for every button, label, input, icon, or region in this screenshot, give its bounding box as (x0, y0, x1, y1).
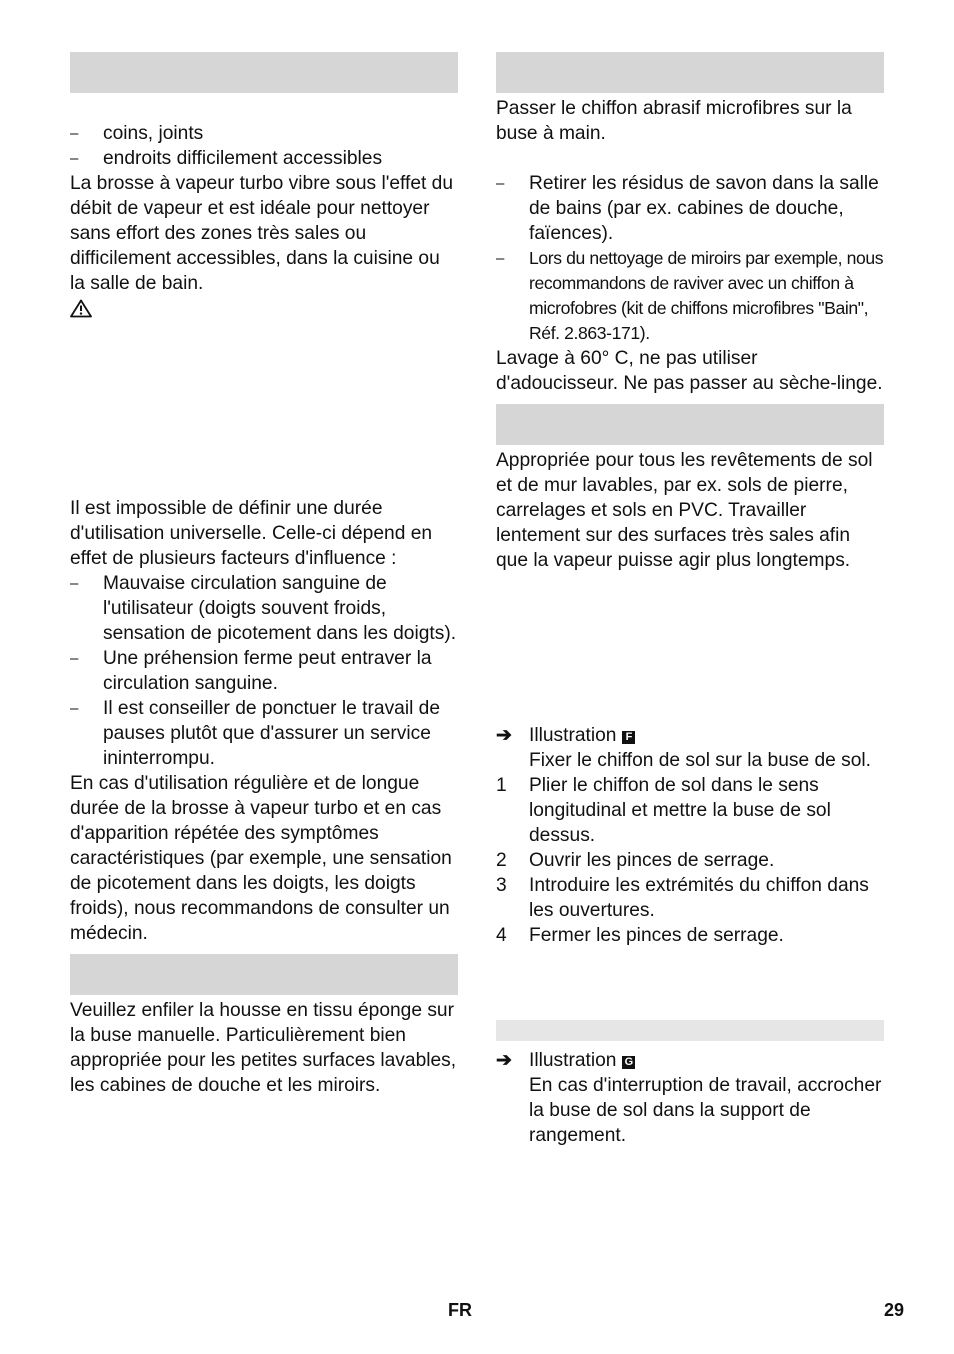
list-item: – endroits difficilement accessibles (70, 146, 458, 171)
section-header-bar (496, 52, 884, 93)
list-item: – Il est conseiller de ponctuer le travail de pauses plutôt que d'assurer un service ininterrompu. (70, 696, 458, 771)
list-item: – Une préhension ferme peut entraver la circulation sanguine. (70, 646, 458, 696)
section-header-bar (70, 52, 458, 93)
paragraph: Lavage à 60° C, ne pas utiliser d'adoucisseur. Ne pas passer au sèche-linge. (496, 348, 883, 394)
illustration-label: Illustration (529, 725, 617, 746)
list-item: – coins, joints (70, 121, 458, 146)
paragraph: Appropriée pour tous les revêtements de sol et de mur lavables, par ex. sols de pierre, carrelages et sols en PVC. Travailler lentement sur des surfaces très sales afin que la vapeur puisse agir plus longtemps. (496, 450, 873, 571)
arrow-right-icon: ➔ (496, 725, 513, 746)
footer-language: FR (448, 1300, 472, 1320)
step-item: 4 Fermer les pinces de serrage. (496, 925, 784, 946)
paragraph: Il est impossible de définir une durée d'utilisation universelle. Celle-ci dépend en effet de plusieurs facteurs d'influence : (70, 498, 433, 569)
illustration-text: En cas d'interruption de travail, accrocher la buse de sol dans la support de rangement. (529, 1075, 882, 1146)
bullet-list (496, 171, 884, 346)
step-item: 1 Plier le chiffon de sol dans le sens longitudinal et mettre la buse de sol dessus. (496, 775, 831, 846)
bullet-list (70, 571, 458, 771)
right-column (496, 52, 884, 1148)
illustration-ref-g (496, 1048, 884, 1148)
paragraph: Veuillez enfiler la housse en tissu éponge sur la buse manuelle. Particulièrement bien appropriée pour les petites surfaces lavables, les cabines de douche et les miroirs. (70, 1000, 457, 1096)
numbered-steps (496, 773, 884, 948)
arrow-right-icon: ➔ (496, 1050, 513, 1071)
paragraph: La brosse à vapeur turbo vibre sous l'effet du débit de vapeur et est idéale pour nettoyer sans effort des zones très sales ou difficilement accessibles, dans la cuisine ou la salle de bain. (70, 173, 454, 294)
section-header-bar (496, 404, 884, 445)
illustration-ref-f (496, 723, 884, 773)
illustration-text: Fixer le chiffon de sol sur la buse de sol. (529, 750, 872, 771)
list-item: – Mauvaise circulation sanguine de l'utilisateur (doigts souvent froids, sensation de picotement dans les doigts). (70, 571, 458, 646)
figure-letter-badge: G (622, 1056, 635, 1069)
list-item: – Lors du nettoyage de miroirs par exemple, nous recommandons de raviver avec un chiffon à microfobres (kit de chiffons microfibres "Bain", Réf. 2.863-171). (496, 246, 884, 346)
list-item: – Retirer les résidus de savon dans la salle de bains (par ex. cabines de douche, faïences). (496, 171, 884, 246)
warning-icon (70, 296, 458, 321)
subsection-header-bar (496, 1020, 884, 1041)
step-item: 2 Ouvrir les pinces de serrage. (496, 850, 775, 871)
paragraph: Passer le chiffon abrasif microfibres sur la buse à main. (496, 98, 852, 144)
bullet-list (70, 121, 458, 171)
left-column (70, 52, 458, 1098)
section-header-bar (70, 954, 458, 995)
paragraph: En cas d'utilisation régulière et de longue durée de la brosse à vapeur turbo et en cas d'apparition répétée des symptômes caractéristiques (par exemple, une sensation de picotement dans les doigts, les doigts froids), nous recommandons de consulter un médecin. (70, 773, 452, 944)
page-number: 29 (884, 1300, 905, 1320)
figure-letter-badge: F (622, 731, 635, 744)
illustration-label: Illustration (529, 1050, 617, 1071)
step-item: 3 Introduire les extrémités du chiffon dans les ouvertures. (496, 875, 869, 921)
